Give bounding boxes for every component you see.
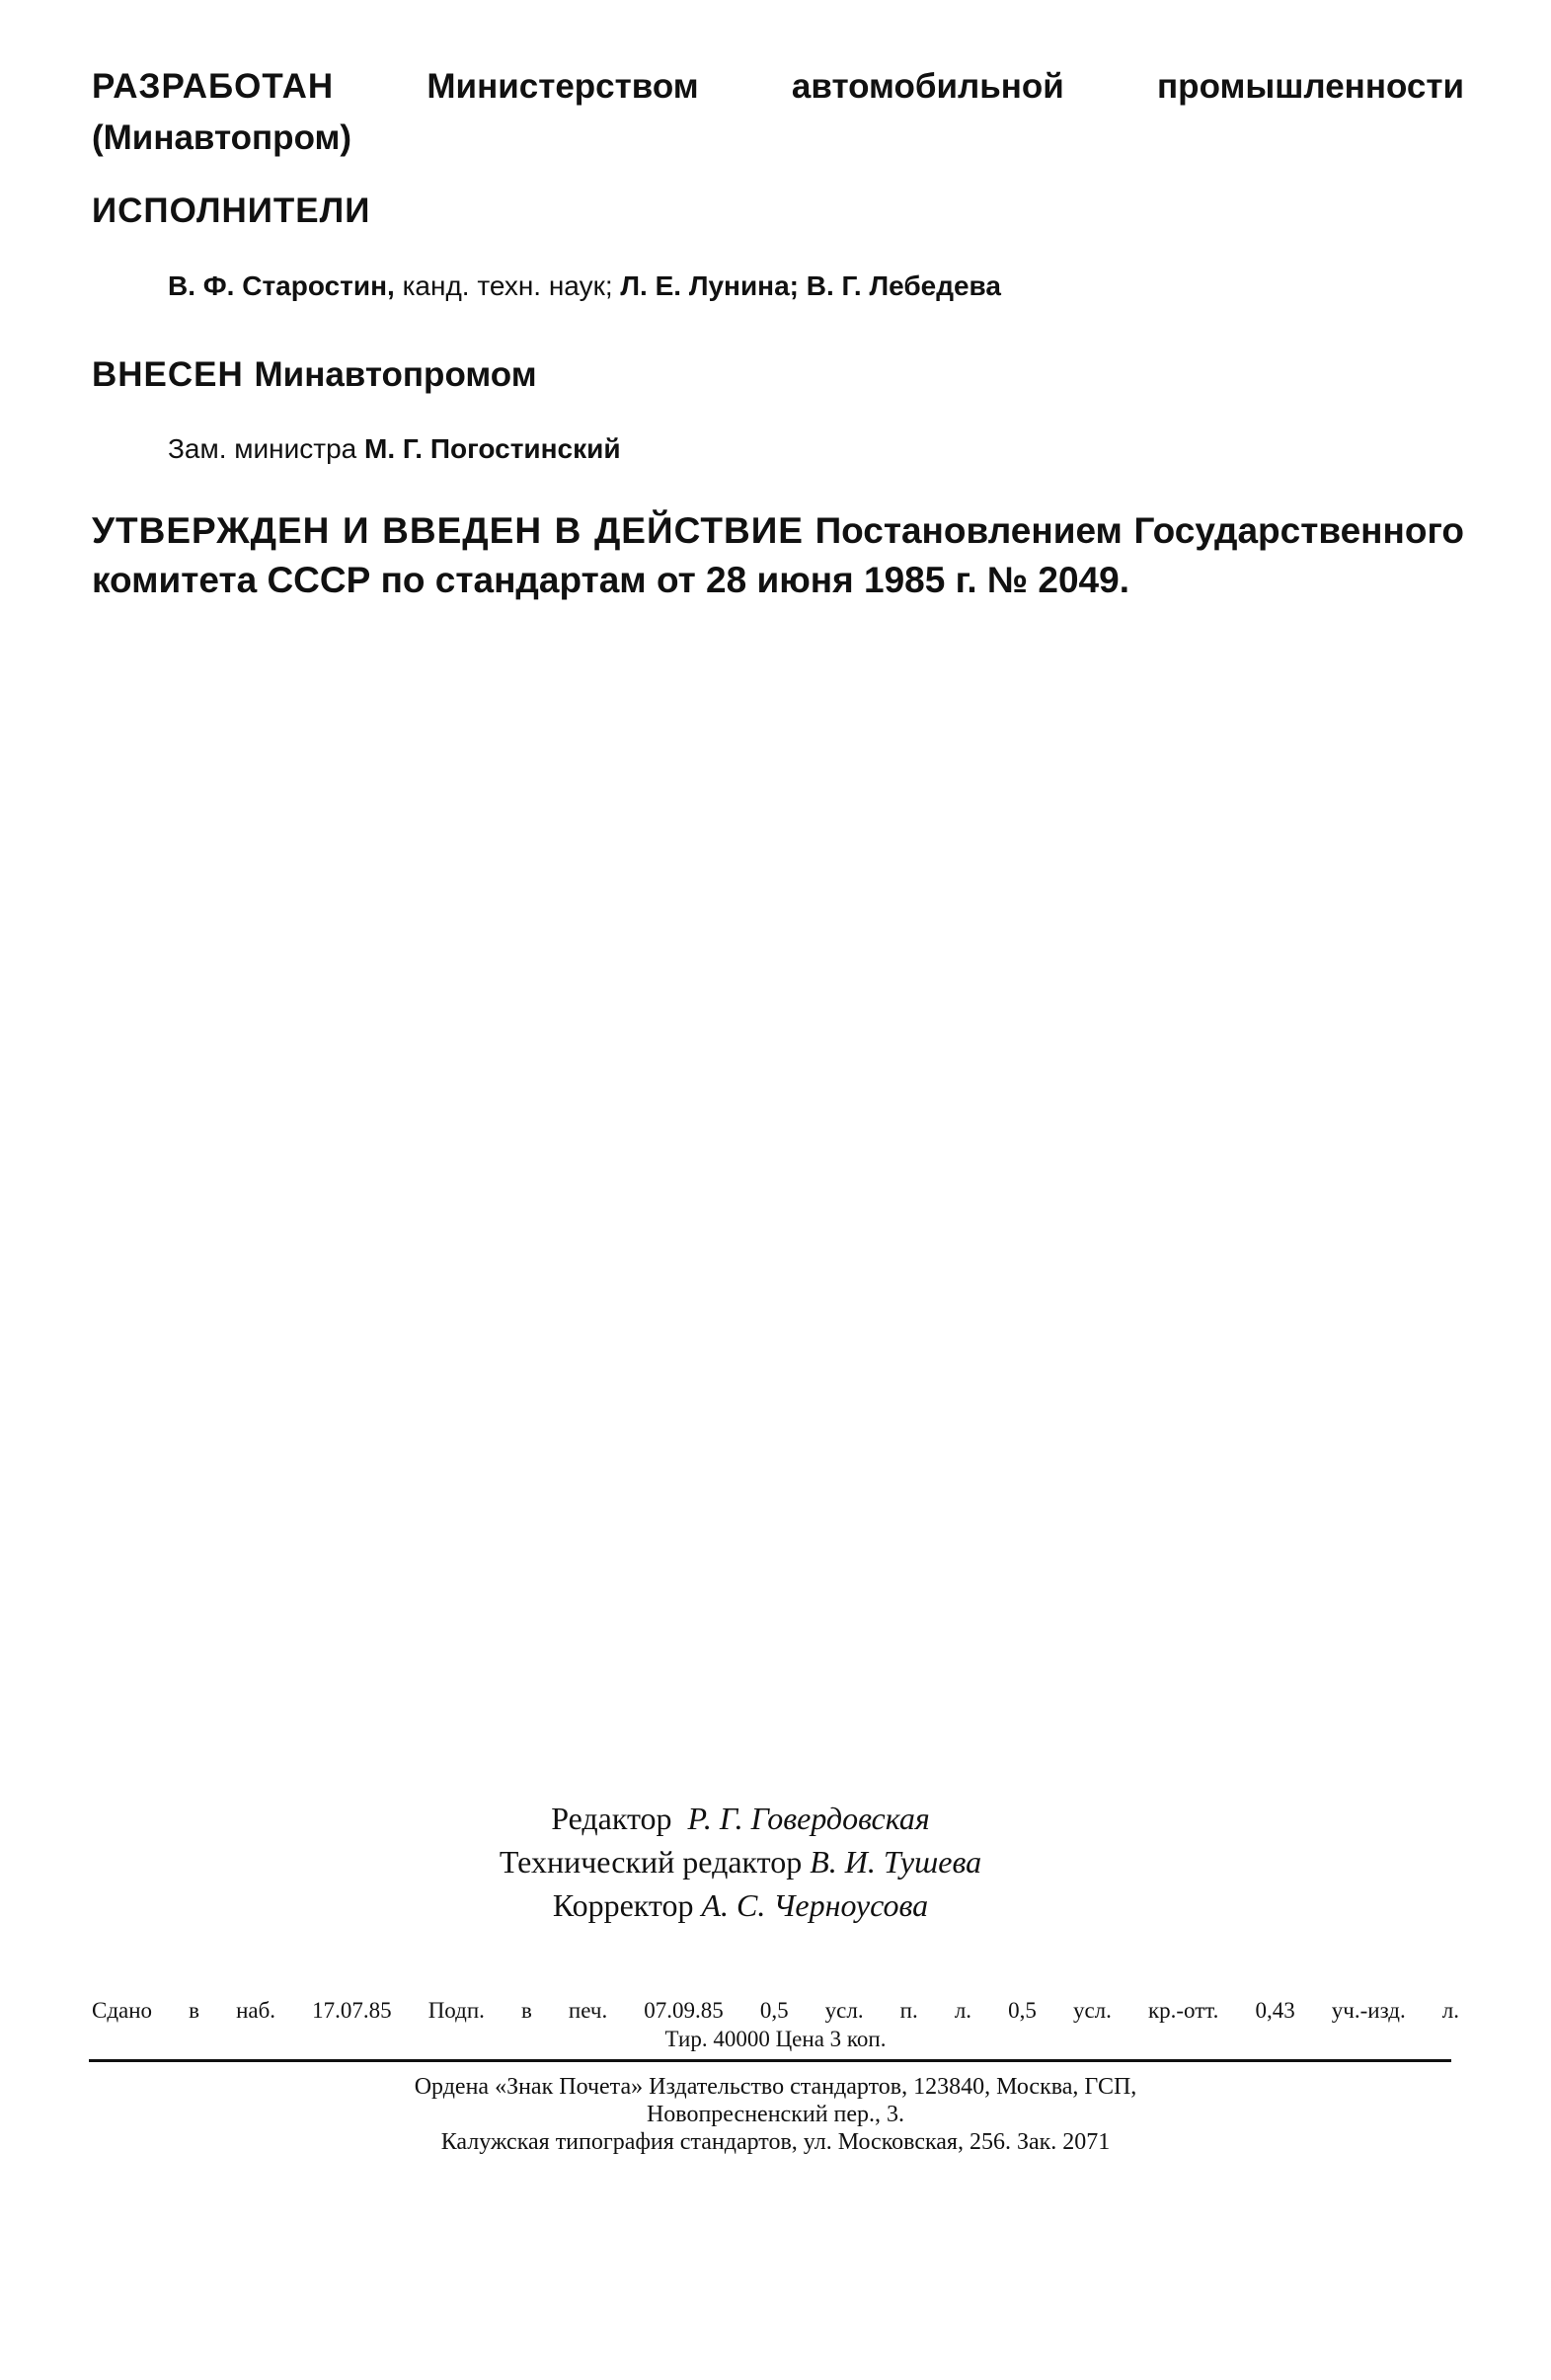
imprint-block <box>92 1996 1459 2053</box>
publisher-line-2: Новопресненский пер., 3. <box>646 2102 905 2127</box>
publisher-line-3: Калужская типография стандартов, ул. Московская, 256. Зак. 2071 <box>440 2129 1111 2155</box>
tech-editor-name: В. И. Тушева <box>810 1844 982 1880</box>
editor-line <box>434 1797 1047 1840</box>
approved-paragraph <box>92 506 1464 605</box>
approved-label: УТВЕРЖДЕН И ВВЕДЕН В ДЕЙСТВИЕ <box>92 510 804 551</box>
introduced-signatory <box>168 431 621 467</box>
editor-role: Редактор <box>551 1801 672 1836</box>
corrector-role: Корректор <box>552 1887 694 1923</box>
executors-list <box>168 269 1001 304</box>
developed-label: РАЗРАБОТАН <box>92 67 335 106</box>
credits-block <box>434 1797 1047 1927</box>
introduced-position: Зам. министра <box>168 433 357 464</box>
imprint-line-1: Сдано в наб. 17.07.85 Подп. в печ. 07.09.85 0,5 усл. п. л. 0,5 усл. кр.-отт. 0,43 уч.-изд. л. <box>92 1998 1459 2023</box>
introduced-person: М. Г. Погостинский <box>364 433 621 464</box>
introduced-label: ВНЕСЕН <box>92 355 244 394</box>
executor-1: В. Ф. Старостин, <box>168 270 395 301</box>
corrector-line <box>434 1883 1047 1927</box>
developed-paragraph <box>92 61 1464 164</box>
corrector-name: А. С. Черноусова <box>701 1887 929 1923</box>
tech-editor-role: Технический редактор <box>499 1844 803 1880</box>
tech-editor-line <box>434 1840 1047 1883</box>
executors-label: ИСПОЛНИТЕЛИ <box>92 192 371 230</box>
publisher-block <box>92 2073 1459 2156</box>
divider-rule <box>89 2059 1451 2062</box>
publisher-line-1: Ордена «Знак Почета» Издательство стандартов, 123840, Москва, ГСП, <box>414 2074 1137 2100</box>
imprint-line-2: Тир. 40000 Цена 3 коп. <box>664 2027 887 2051</box>
executor-others: Л. Е. Лунина; В. Г. Лебедева <box>620 270 1001 301</box>
introduced-heading <box>92 353 537 397</box>
approved-text: Постановлением Государственного комитета СССР по стандартам от 28 июня 1985 г. № 2049. <box>92 510 1465 600</box>
developed-text: Министерством автомобильной промышленности (Минавтопром) <box>92 67 1464 157</box>
introduced-text: Минавтопромом <box>254 355 537 394</box>
executor-1-degree: канд. техн. наук; <box>402 270 613 301</box>
editor-name: Р. Г. Говердовская <box>687 1801 930 1836</box>
